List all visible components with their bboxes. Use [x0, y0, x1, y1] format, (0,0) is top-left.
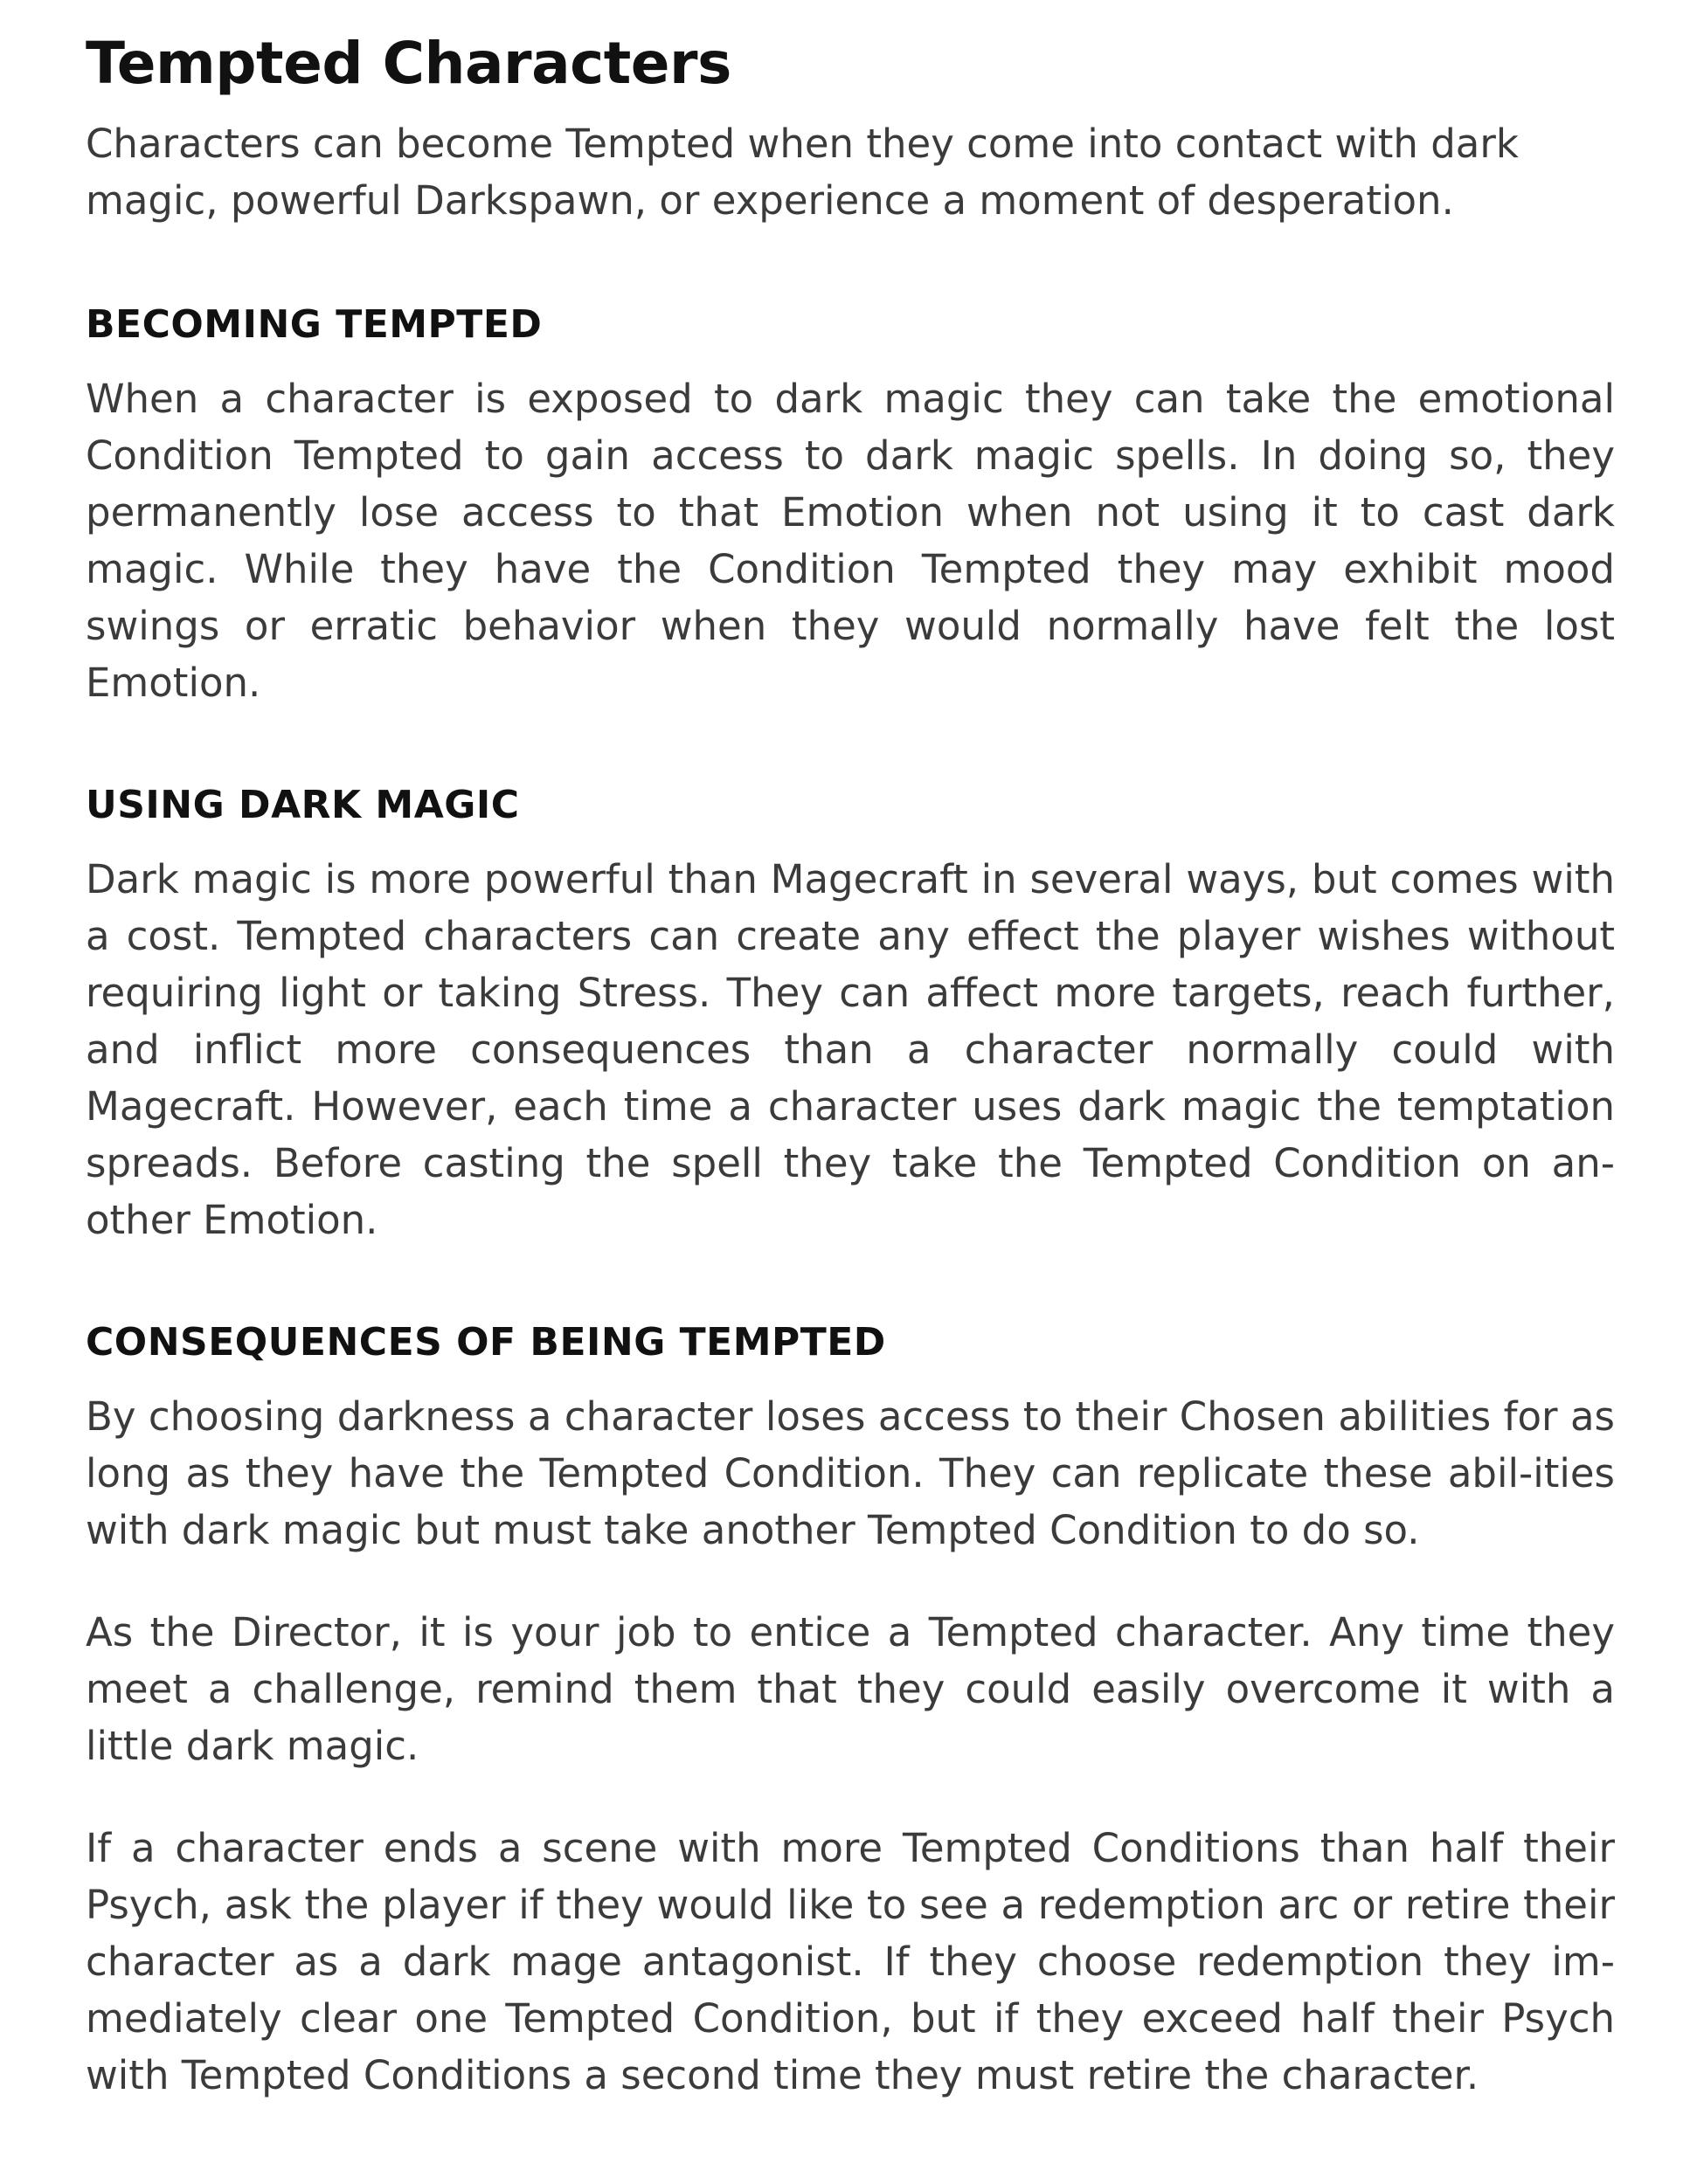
document-page	[86, 24, 1615, 2172]
intro-paragraph: Characters can become Tempted when they come into contact with dark magic, powerful Darkspawn, or experience a moment of desperation.	[86, 121, 1519, 224]
section-paragraph: By choosing darkness a character loses access to their Chosen abilities for as long as they have the Tempted Condition. They can replicate these abil-ities with dark magic but must take another Tempted Condition to do so.	[86, 1393, 1615, 1553]
section-paragraph: If a character ends a scene with more Tempted Conditions than half their Psych, ask the player if they would like to see a redemption arc or retire their character as a dark mage antagonist. If they choose redemption they im-mediately clear one Tempted Condition, but if they exceed half their Psych with Tempted Conditions a second time they must retire the character.	[86, 1825, 1615, 2098]
section-paragraph: When a character is exposed to dark magic they can take the emotional Condition Tempted to gain access to dark magic spells. In doing so, they permanently lose access to that Emotion when not using it to cast dark magic. While they have the Condition Tempted they may exhibit mood swings or erratic behavior when they would normally have felt the lost Emotion.	[86, 376, 1615, 706]
section-becoming-tempted	[86, 299, 1615, 711]
section-heading: BECOMING TEMPTED	[86, 302, 543, 347]
section-paragraph: Dark magic is more powerful than Magecraft in several ways, but comes with a cost. Tempted characters can create any effect the player wishes without requiring light or taking Stress. They can affect more targets, reach further, and inflict more consequences than a character normally could with Magecraft. However, each time a character uses dark magic the temptation spreads. Before casting the spell they take the Tempted Condition on an-other Emotion.	[86, 856, 1615, 1243]
section-using-dark-magic	[86, 779, 1615, 1248]
section-heading: USING DARK MAGIC	[86, 783, 520, 827]
section-paragraph: As the Director, it is your job to entice a Tempted character. Any time they meet a challenge, remind them that they could easily overcome it with a little dark magic.	[86, 1609, 1615, 1769]
page-title: Tempted Characters	[86, 30, 731, 97]
section-consequences	[86, 1317, 1615, 2104]
section-heading: CONSEQUENCES OF BEING TEMPTED	[86, 1320, 886, 1365]
